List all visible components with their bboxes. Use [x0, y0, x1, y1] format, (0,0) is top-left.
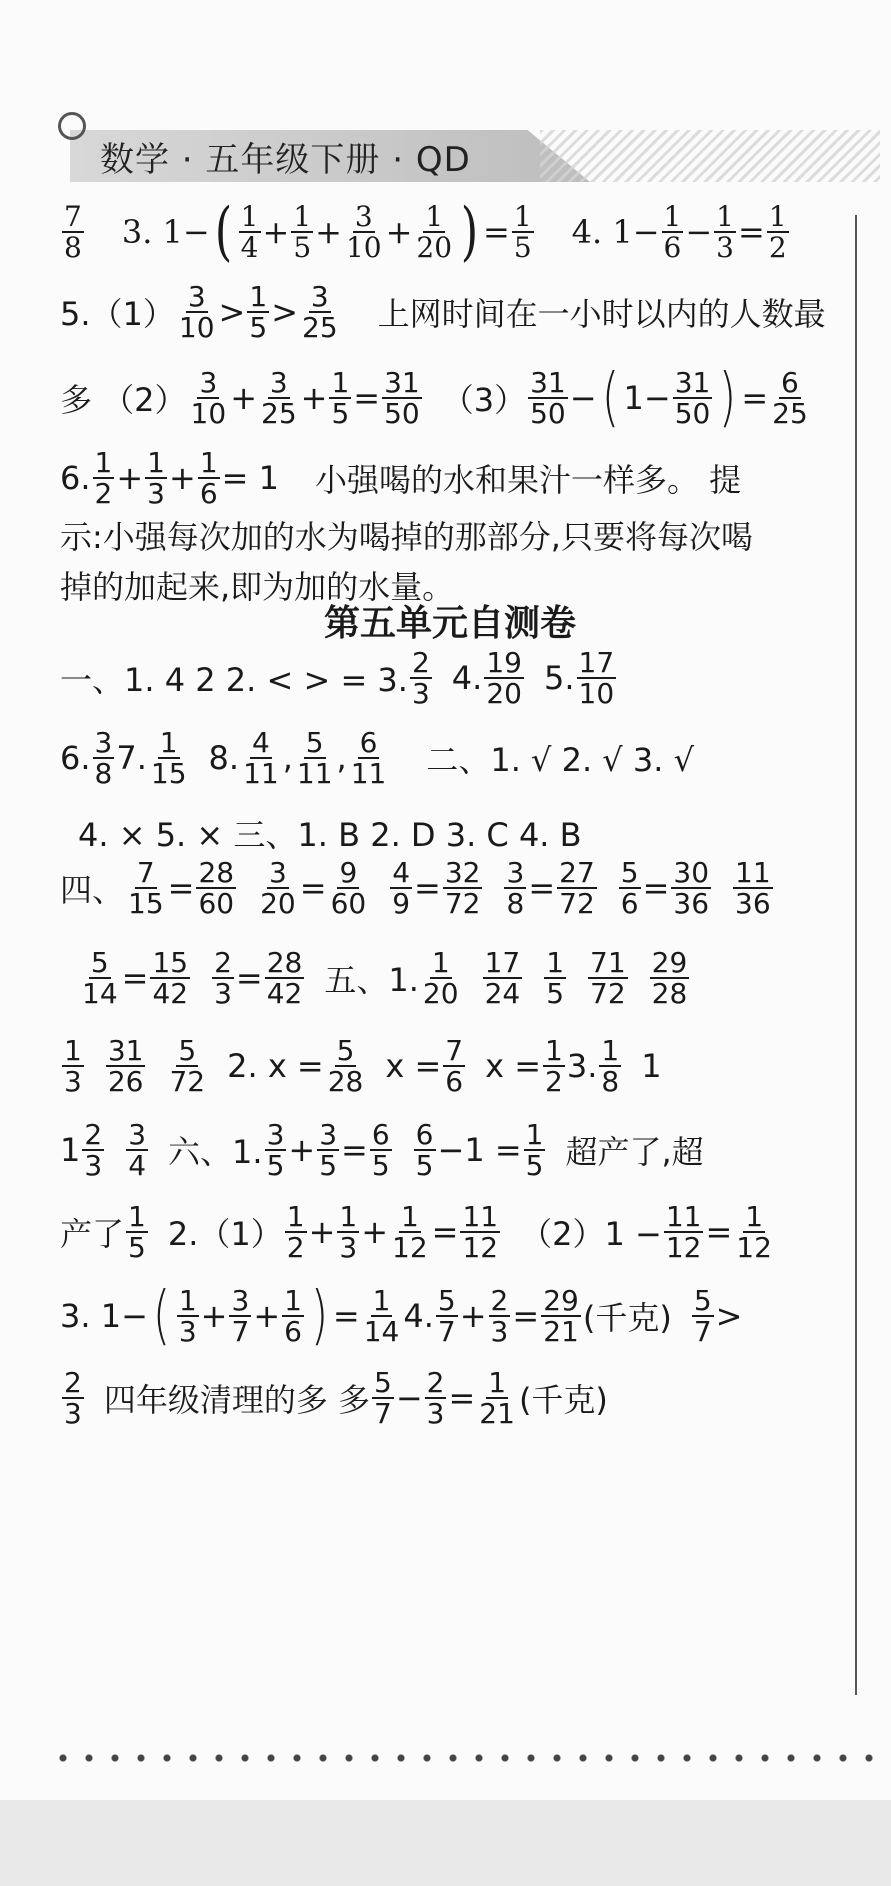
answer-line-2: 5.（1） $\frac{3}{10}$ > $\frac{1}{5}$ > $\frac{3}{25}$ 上网时间在一小时以内的人数最	[60, 280, 826, 345]
page-header-title: 数学 · 五年级下册 · QD	[100, 140, 471, 180]
item-4-label: 4. 1−	[571, 213, 660, 251]
answer-row-3: 4. × 5. × 三、1. B 2. D 3. C 4. B	[78, 816, 582, 854]
column-divider	[855, 215, 857, 1695]
answer-row-8: 产了 $\frac{1}{5}$ 2.（1） $\frac{1}{2}$ + $\frac{1}{3}$ + $\frac{1}{12}$ = $\frac{11}{12}$ （2）1 − $\frac{11}{12}$ = $\frac{1}{12}$	[60, 1200, 772, 1265]
header-stripes	[540, 130, 880, 182]
answer-row-1: 一、1. 4 2 2. < > = 3. $\frac{2}{3}$ 4. $\frac{19}{20}$ 5. $\frac{17}{10}$	[60, 646, 615, 711]
answer-row-5: $\frac{5}{14}$ = $\frac{15}{42}$ $\frac{2}{3}$ = $\frac{28}{42}$ 五、1. $\frac{1}{20}$ $\frac{17}{24}$ $\frac{1}{5}$ $\frac{71}{72}$ $\frac{29}{28}$	[82, 946, 688, 1011]
answer-line-3: 多 （2） $\frac{3}{10}$ + $\frac{3}{25}$ + $\frac{1}{5}$ = $\frac{31}{50}$ （3） $\frac{31}{50}$ − ( 1− $\frac{31}{50}$ ) = $\frac{6}{25}$	[60, 361, 808, 435]
fraction: $\frac{7}{8}$	[64, 199, 82, 264]
answer-row-7: 1 $\frac{2}{3}$ $\frac{3}{4}$ 六、1. $\frac{3}{5}$ + $\frac{3}{5}$ = $\frac{6}{5}$ $\frac{6}{5}$ −1 = $\frac{1}{5}$ 超产了,超	[60, 1118, 704, 1183]
item-3-label: 3. 1−	[121, 213, 210, 251]
answer-row-6: $\frac{1}{3}$ $\frac{31}{26}$ $\frac{5}{72}$ 2. x = $\frac{5}{28}$ x = $\frac{7}{6}$ x = $\frac{1}{2}$ 3. $\frac{1}{8}$ 1	[64, 1034, 662, 1099]
bottom-band	[0, 1800, 891, 1886]
section-title: 第五单元自测卷	[323, 603, 576, 644]
answer-row-9: 3. 1− ( $\frac{1}{3}$ + $\frac{3}{7}$ + $\frac{1}{6}$ ) = $\frac{1}{14}$ 4. $\frac{5}{7}$ + $\frac{2}{3}$ = $\frac{29}{21}$ (千克) $\frac{5}{7}$ >	[60, 1279, 743, 1353]
answer-row-4: 四、 $\frac{7}{15}$ = $\frac{28}{60}$ $\frac{3}{20}$ = $\frac{9}{60}$ $\frac{4}{9}$ = $\frac{32}{72}$ $\frac{3}{8}$ = $\frac{27}{72}$ $\frac{5}{6}$ = $\frac{30}{36}$ $\frac{11}{36}$	[60, 856, 771, 921]
answer-line-4: 6. $\frac{1}{2}$ + $\frac{1}{3}$ + $\frac{1}{6}$ = 1 小强喝的水和果汁一样多。 提	[60, 446, 742, 511]
answer-row-2: 6. $\frac{3}{8}$ 7. $\frac{1}{15}$ 8. $\frac{4}{11}$ , $\frac{5}{11}$ , $\frac{6}{11}$ 二、1. √ 2. √ 3. √	[60, 726, 694, 791]
answer-line-6: 掉的加起来,即为加的水量。	[60, 568, 455, 606]
answer-line-1: $\frac{7}{8}$ 3. 1− ( $\frac{1}{4}$ + $\frac{1}{5}$ + $\frac{3}{10}$ + $\frac{1}{20}$ ) = $\frac{1}{5}$ 4. 1− $\frac{1}{6}$ − $\frac{1}{3}$ = $\frac{1}{2}$	[64, 195, 787, 269]
dotted-divider	[50, 1748, 880, 1768]
answer-line-5: 示:小强每次加的水为喝掉的那部分,只要将每次喝	[60, 518, 753, 556]
answer-row-10: $\frac{2}{3}$ 四年级清理的多 多 $\frac{5}{7}$ − $\frac{2}{3}$ = $\frac{1}{21}$ (千克)	[64, 1366, 608, 1431]
ring-icon	[58, 112, 86, 140]
answer-text: 上网时间在一小时以内的人数最	[377, 295, 826, 334]
